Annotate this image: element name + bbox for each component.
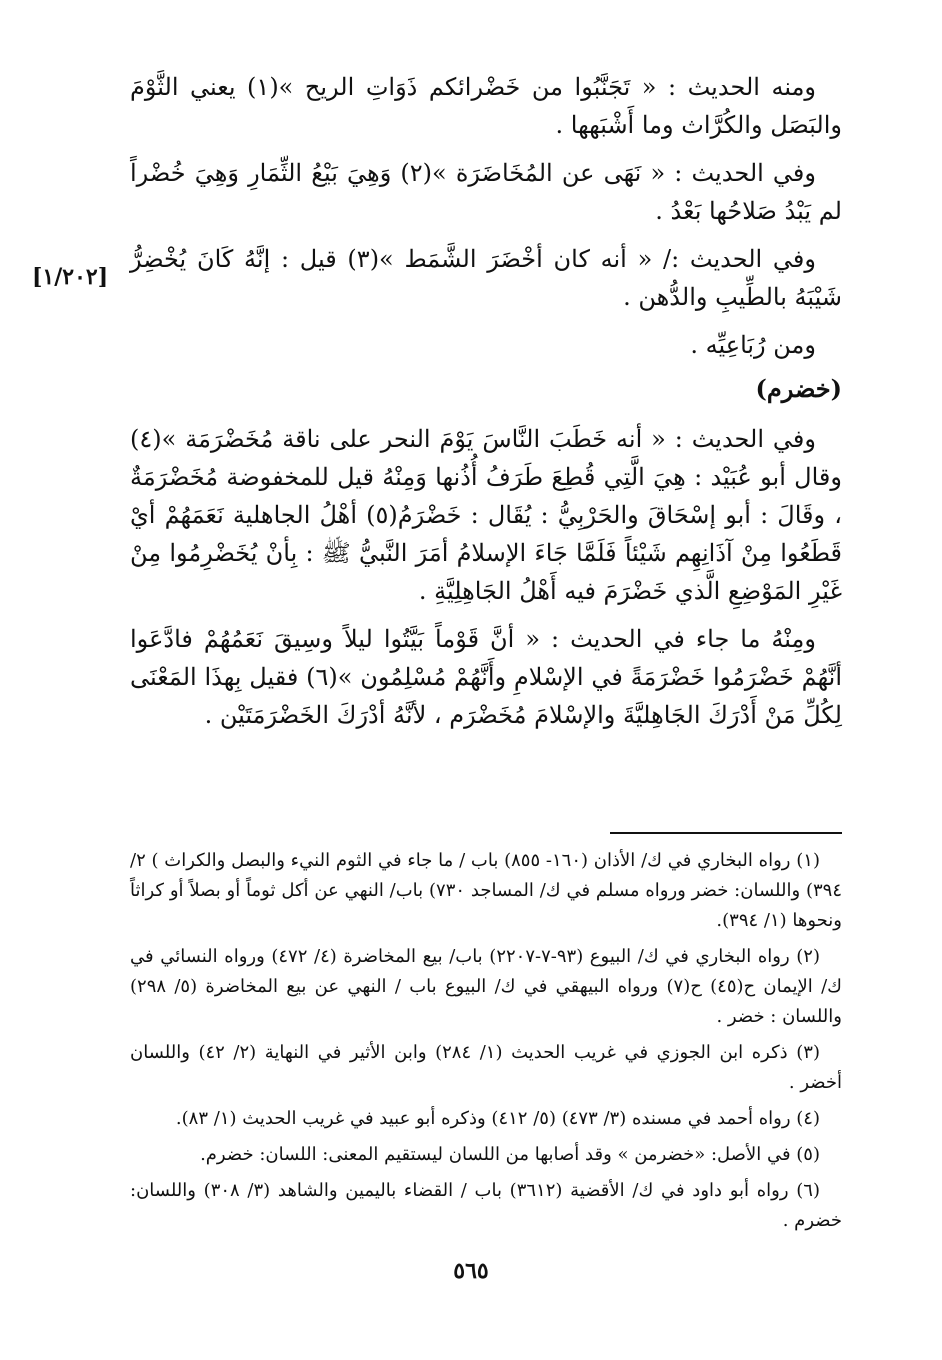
footnote-1: (١) رواه البخاري في ك/ الأذان (١٦٠- ٨٥٥) باب / ما جاء في الثوم النيء والبصل والكراث ) ٢/ ٣٩٤) واللسان: خضر ورواه مسلم في ك/ المساجد ٧٣٠) باب/ النهي عن أكل ثوماً أو بصلاً أو كراثاً ونحوها (١/ ٣٩٤). [130, 850, 843, 931]
paragraph-akhdar-shamat: وفي الحديث :/ « أنه كان أخْضَرَ الشَّمَط »(٣) قيل : إنَّهُ كَانَ يُخْضِرُّ شَيْبَهُ بالطِّيبِ والدُّهن . [130, 245, 842, 311]
page-number: ٥٦٥ [453, 1258, 489, 1284]
main-text [130, 68, 842, 744]
paragraph-mukhadrama-camel: وفي الحديث : « أنه خَطَبَ النَّاسَ يَوْمَ النحر على ناقة مُخَضْرَمَة »(٤) وقال أبو عُبَيْد : هِيَ الَّتِي قُطِعَ طَرَفُ أُذُنها وَمِنْهُ قيل للمخفوضة مُخَضْرَمَةٌ ، وقَالَ : أبو إسْحَاقَ والحَرْبِيُّ : يُقَال : خَضْرَمُ(٥) أهْلُ الجاهلية نَعَمَهُمْ أيْ قَطَعُوا مِنْ آذَانِهِم شَيْئاً فَلَمَّا جَاءَ الإسلامُ أمَرَ النَّبيُّ ﷺ : بِأنْ يُخَضْرِمُوا مِنْ غَيْرِ المَوْضِعِ الَّذي خَضْرَمَ فيه أَهْلُ الجَاهِلِيَّةِ . [130, 425, 842, 605]
margin-reference: [١/٢٠٢] [32, 264, 109, 290]
paragraph-mukhadram-meaning: ومِنْهُ ما جاء في الحديث : « أنَّ قَوْماً بَيَّتُوا ليلاً وسِيقَ نَعَمُهُمْ فادَّعَوا أنَّهُمْ خَضْرَمُوا خَضْرَمَةً في الإسْلامِ وأَنَّهُمْ مُسْلِمُون »(٦) فقيل بِهذَا المَعْنَى لِكُلِّ مَنْ أَدْرَكَ الجَاهِليَّةَ والإسْلامَ مُخَضْرَم ، لأنَّهُ أدْرَكَ الخَضْرَمَتَيْن . [130, 625, 843, 729]
footnote-3: (٣) ذكره ابن الجوزي في غريب الحديث (١/ ٢٨٤) وابن الأثير في النهاية (٢/ ٤٢) واللسان أخضر . [130, 1042, 842, 1093]
footnote-2: (٢) رواه البخاري في ك/ البيوع (٩٣-٧-٢٢٠٧) باب/ بيع المخاضرة (٤/ ٤٧٢) ورواه النسائي في ك/ الإيمان ح(٤٥) ح(٧) ورواه البيهقي في ك/ البيوع باب / النهي عن بيع المخاضرة (٥/ ٢٩٨) واللسان : خضر . [130, 946, 842, 1027]
section-heading: (خضرم) [755, 374, 842, 403]
footnote-5: (٥) في الأصل: «خضرمن » وقد أصابها من اللسان ليستقيم المعنى: اللسان: خضرم. [200, 1144, 820, 1165]
footnote-divider [610, 832, 842, 834]
footnotes [130, 846, 842, 1242]
paragraph-onions-garlic: ومنه الحديث : « تَجَنَّبُوا من خَضْرائكم ذَوَاتِ الريح »(١) يعني الثَّوْمَ والبَصَل والكُرَّاث وما أَشْبَهها . [130, 73, 842, 139]
footnote-4: (٤) رواه أحمد في مسنده (٣/ ٤٧٣) (٥/ ٤١٢) وذكره أبو عبيد في غريب الحديث (١/ ٨٣). [175, 1108, 820, 1129]
paragraph-mukhadara: وفي الحديث : « نَهَى عن المُخَاضَرَة »(٢) وَهِيَ بَيْعُ الثِّمَارِ وَهِيَ خُضْراً لم يَبْدُ صَلاحُها بَعْدُ . [130, 159, 842, 225]
footnote-6: (٦) رواه أبو داود في ك/ الأقضية (٣٦١٢) باب / القضاء باليمين والشاهد (٣/ ٣٠٨) واللسان: خضرم . [130, 1180, 842, 1231]
paragraph-rubaiyy: ومن رُبَاعِيِّه . [690, 331, 816, 359]
